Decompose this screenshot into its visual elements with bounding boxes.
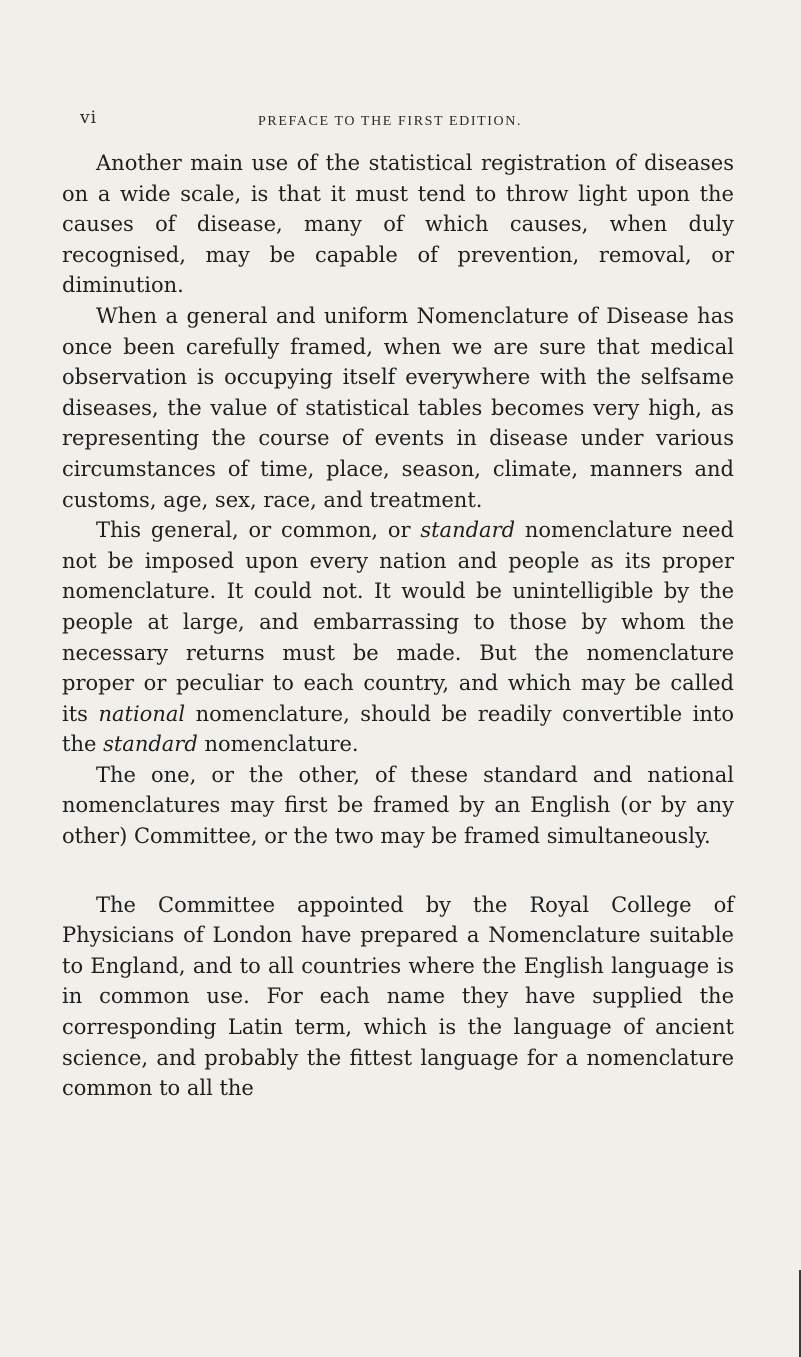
text-run: nomenclature, should be readily convertible into the	[62, 701, 735, 757]
text-run: nomenclature need not be imposed upon every nation and people as its proper nomenclature. It could not. It would be unintelligible by the people at large, and embarrassing to those by whom the necessary returns must be made. But the nomenclature proper or peculiar to each country, and which may be called its	[62, 518, 734, 726]
italic-standard: standard	[103, 732, 198, 757]
text-run: This general, or common, or	[96, 518, 421, 543]
running-head: PREFACE TO THE FIRST EDITION.	[258, 114, 523, 129]
paragraph-standard-nomenclature	[62, 515, 734, 760]
body-text	[62, 148, 734, 1104]
paragraph-committee-framing: The one, or the other, of these standard and national nomenclatures may first be framed by an English (or by any other) Committee, or the two may be framed simultaneously.	[62, 762, 734, 849]
text-run: nomenclature.	[197, 732, 359, 757]
paragraph-royal-college: The Committee appointed by the Royal College of Physicians of London have prepared a Nomenclature suitable to England, and to all countries where the English language is in common use. For each name they have supplied the corresponding Latin term, which is the language of ancient science, and probably the fittest language for a nomenclature common to all the	[62, 892, 734, 1101]
page-number: vi	[80, 108, 98, 128]
page-header	[80, 104, 720, 132]
italic-standard: standard	[420, 518, 516, 543]
italic-national: national	[98, 701, 186, 726]
paragraph-uniform-nomenclature: When a general and uniform Nomenclature of Disease has once been carefully framed, when we are sure that medical observation is occupying itself everywhere with the selfsame diseases, the value of statistical tables becomes very high, as representing the course of events in disease under various circumstances of time, place, season, climate, manners and customs, age, sex, race, and treatment.	[62, 303, 734, 512]
paragraph-registration-use: Another main use of the statistical registration of diseases on a wide scale, is that it must tend to throw light upon the causes of disease, many of which causes, when duly recognised, may be capable of prevention, removal, or diminution.	[62, 151, 734, 298]
